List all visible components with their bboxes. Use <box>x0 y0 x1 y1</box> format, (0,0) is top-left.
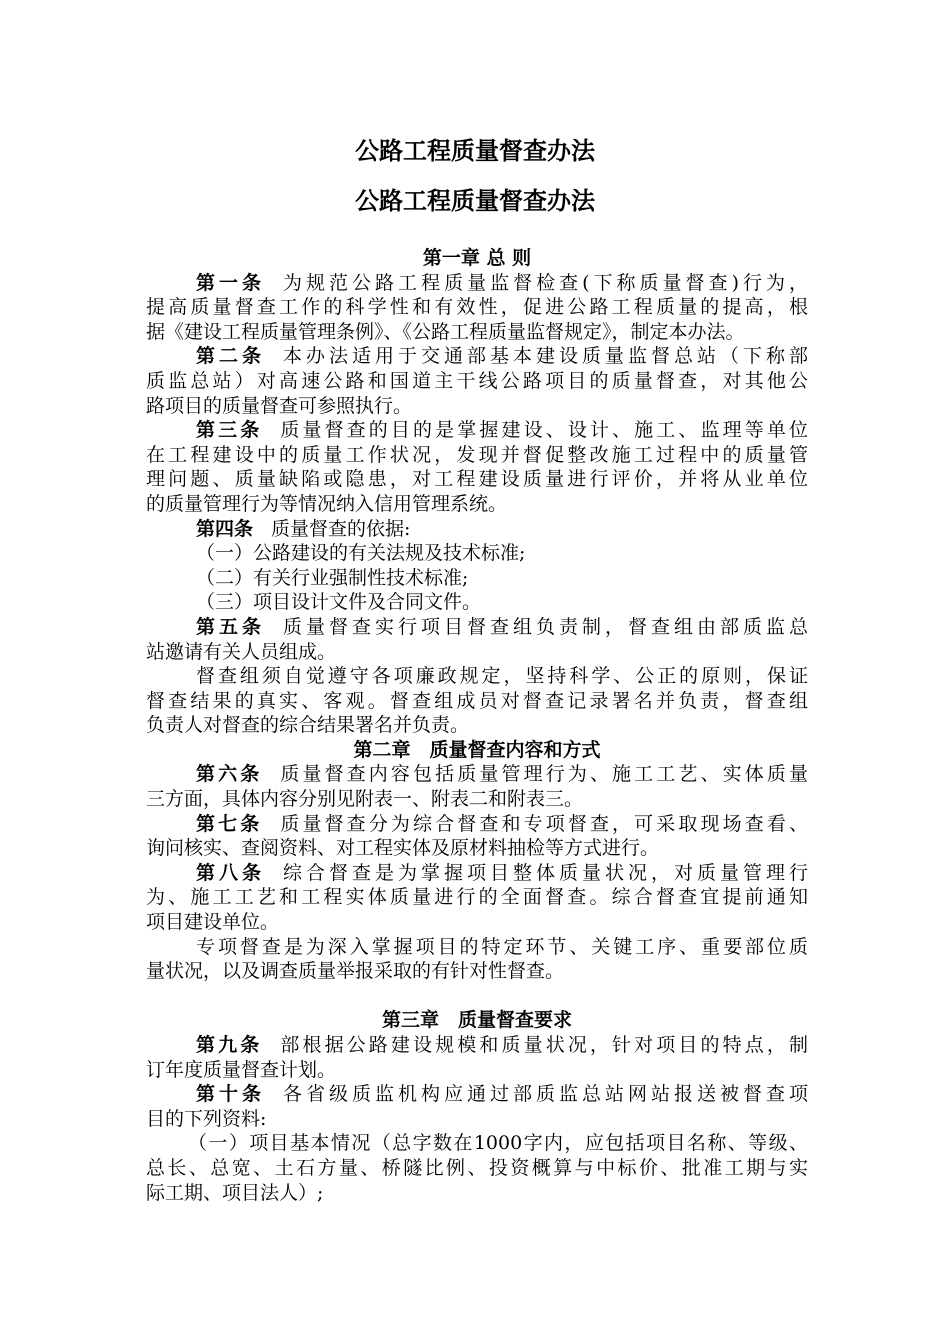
article-10-label: 第十条 <box>196 1083 265 1106</box>
article-8-line-1 <box>146 861 808 886</box>
article-3-line-3: 理问题、质量缺陷或隐患，对工程建设质量进行评价，并将从业单位 <box>146 468 808 491</box>
article-5-para2-line-2: 督查结果的真实、客观。督查组成员对督查记录署名并负责，督查组 <box>146 689 808 712</box>
article-5-para2-line-1: 督查组须自觉遵守各项廉政规定，坚持科学、公正的原则，保证 <box>196 665 808 688</box>
article-10-text-1: 各省级质监机构应通过部质监总站网站报送被督查项 <box>283 1083 808 1106</box>
article-3-label: 第三条 <box>196 419 263 442</box>
article-9 <box>146 1033 808 1082</box>
chapter-2-heading: 第二章 质量督查内容和方式 <box>353 738 601 761</box>
article-7-line-1 <box>146 812 808 837</box>
article-6-text-1: 质量督查内容包括质量管理行为、施工工艺、实体质量 <box>280 763 808 786</box>
article-2-text-1: 本办法适用于交通部基本建设质量监督总站（下称部 <box>283 345 808 368</box>
article-6-line-1 <box>146 762 808 787</box>
article-7-line-2: 询问核实、查阅资料、对工程实体及原材料抽检等方式进行。 <box>146 837 660 860</box>
article-6-line-2: 三方面，具体内容分别见附表一、附表二和附表三。 <box>146 788 584 811</box>
document-body <box>146 246 808 1205</box>
section-gap <box>146 984 808 1009</box>
article-8-label: 第八条 <box>196 861 265 884</box>
article-5-label: 第五条 <box>196 615 265 638</box>
article-4-item-3: （三）项目设计文件及合同文件。 <box>196 591 482 614</box>
article-1-text-1: 为规范公路工程质量监督检查(下称质量督查)行为， <box>283 271 808 294</box>
article-8-line-2: 为、施工工艺和工程实体质量进行的全面督查。综合督查宜提前通知 <box>146 886 808 909</box>
article-5-line-1 <box>146 615 808 640</box>
chapter-3-heading: 第三章 质量督查要求 <box>381 1009 572 1032</box>
article-4 <box>146 517 808 615</box>
chapter-1-heading: 第一章 总 则 <box>422 247 532 269</box>
article-4-line-1 <box>146 517 808 542</box>
article-3-text-1: 质量督查的目的是掌握建设、设计、施工、监理等单位 <box>280 419 808 442</box>
article-5 <box>146 615 808 738</box>
article-6-label: 第六条 <box>196 763 263 786</box>
article-5-text-1: 质量督查实行项目督查组负责制，督查组由部质监总 <box>283 615 808 638</box>
article-10-item-1-line-2: 总长、总宽、土石方量、桥隧比例、投资概算与中标价、批准工期与实 <box>146 1156 808 1179</box>
article-10-item-1-line-1: （一）项目基本情况（总字数在1000字内，应包括项目名称、等级、 <box>188 1132 808 1155</box>
article-1 <box>146 271 808 345</box>
article-9-label: 第九条 <box>196 1034 263 1056</box>
article-2-label: 第二条 <box>196 345 265 368</box>
article-7-label: 第七条 <box>196 812 263 835</box>
article-3-line-1 <box>146 418 808 443</box>
article-1-label: 第一条 <box>196 271 266 294</box>
article-10-line-1 <box>146 1082 808 1107</box>
article-10 <box>146 1082 808 1205</box>
article-9-line-2: 订年度质量督查计划。 <box>146 1058 337 1081</box>
article-4-label: 第四条 <box>196 517 254 540</box>
article-9-line-1 <box>146 1033 808 1058</box>
article-2-line-1 <box>146 344 808 369</box>
article-6 <box>146 762 808 811</box>
article-1-line-2: 提高质量督查工作的科学性和有效性，促进公路工程质量的提高，根 <box>146 296 808 319</box>
article-8 <box>146 861 808 984</box>
article-5-line-2: 站邀请有关人员组成。 <box>146 640 337 663</box>
article-2 <box>146 344 808 418</box>
article-3-line-2: 在工程建设中的质量工作状况，发现并督促整改施工过程中的质量管 <box>146 443 808 466</box>
article-8-para2-line-1: 专项督查是为深入掌握项目的特定环节、关键工序、重要部位质 <box>196 935 808 958</box>
article-5-para2-line-3: 负责人对督查的综合结果署名并负责。 <box>146 714 470 737</box>
article-1-line-1 <box>146 271 808 296</box>
article-4-item-2: （二）有关行业强制性技术标准; <box>196 566 469 589</box>
article-8-line-3: 项目建设单位。 <box>146 911 280 934</box>
article-8-para2-line-2: 量状况，以及调查质量举报采取的有针对性督查。 <box>146 960 565 983</box>
article-10-item-1-line-3: 际工期、项目法人）; <box>146 1181 324 1204</box>
article-9-text-1: 部根据公路建设规模和质量状况，针对项目的特点，制 <box>280 1034 808 1056</box>
article-4-text-1: 质量督查的依据: <box>271 517 411 540</box>
article-2-line-3: 路项目的质量督查可参照执行。 <box>146 394 413 417</box>
article-3 <box>146 418 808 516</box>
document-title: 公路工程质量督查办法 <box>355 137 595 165</box>
article-2-line-2: 质监总站）对高速公路和国道主干线公路项目的质量督查，对其他公 <box>146 369 808 392</box>
document-subtitle: 公路工程质量督查办法 <box>355 187 595 215</box>
article-10-line-2: 目的下列资料: <box>146 1107 267 1130</box>
article-4-item-1: （一）公路建设的有关法规及技术标准; <box>196 542 526 565</box>
article-1-line-3: 据《建设工程质量管理条例》、《公路工程质量监督规定》，制定本办法。 <box>146 320 745 343</box>
article-7 <box>146 812 808 861</box>
article-8-text-1: 综合督查是为掌握项目整体质量状况，对质量管理行 <box>283 861 808 884</box>
article-3-line-4: 的质量管理行为等情况纳入信用管理系统。 <box>146 492 508 515</box>
article-7-text-1: 质量督查分为综合督查和专项督查，可采取现场查看、 <box>280 812 808 835</box>
